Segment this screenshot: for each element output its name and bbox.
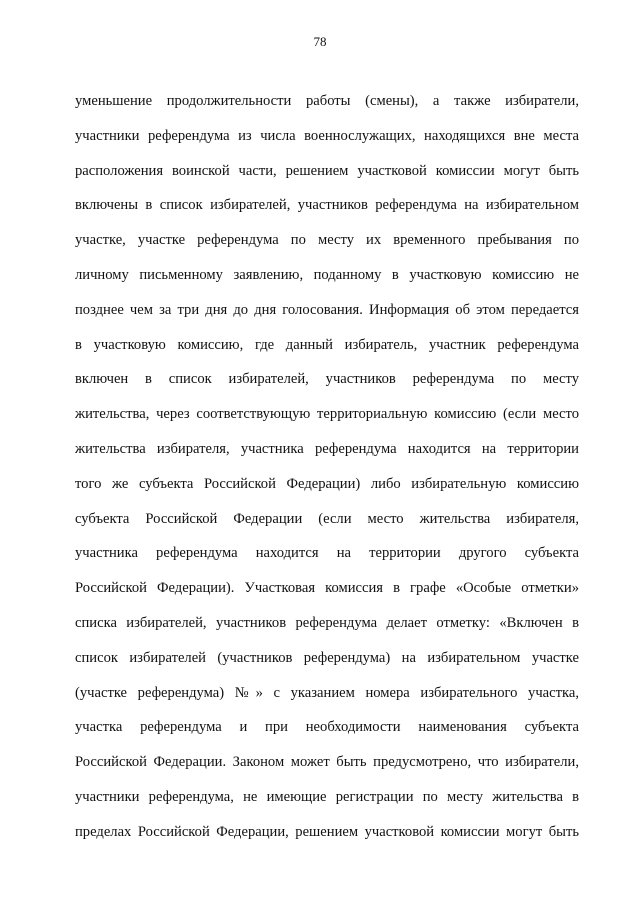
text-line: позднее чем за три дня до дня голосования. Информация об этом передается [75,301,579,318]
text-line: личному письменному заявлению, поданному в участковую комиссию не [75,266,579,283]
text-line: уменьшение продолжительности работы (смены), а также избиратели, [75,93,579,109]
text-line: расположения воинской части, решением участковой комиссии могут быть [75,162,579,179]
text-line: участника референдума находится на территории другого субъекта [75,545,579,562]
text-line: участники референдума из числа военнослужащих, находящихся вне места [75,127,579,144]
text-line: субъекта Российской Федерации (если место жительства избирателя, [75,510,579,527]
text-line: участка референдума и при необходимости наименования субъекта [75,719,579,736]
text-line: Российской Федерации. Законом может быть предусмотрено, что избиратели, [75,754,579,771]
text-line: список избирателей (участников референдума) на избирательном участке [75,649,579,666]
text-line: списка избирателей, участников референдума делает отметку: «Включен в [75,614,579,631]
text-line: того же субъекта Российской Федерации) либо избирательную комиссию [75,475,579,492]
text-line: Российской Федерации). Участковая комиссия в графе «Особые отметки» [75,580,579,597]
text-line: включены в список избирателей, участников референдума на избирательном [75,197,579,214]
text-line: в участковую комиссию, где данный избиратель, участник референдума [75,336,579,353]
text-line: пределах Российской Федерации, решением участковой комиссии могут быть [75,823,579,840]
text-line: участники референдума, не имеющие регистрации по месту жительства в [75,788,579,805]
text-line: участке, участке референдума по месту их временного пребывания по [75,232,579,249]
text-line: жительства избирателя, участника референдума находится на территории [75,440,579,457]
text-line: (участке референдума) №» с указанием номера избирательного участка, [75,684,579,701]
text-line: жительства, через соответствующую территориальную комиссию (если место [75,406,579,423]
document-body [75,92,579,858]
page-number: 78 [313,34,327,49]
text-line: включен в список избирателей, участников референдума по месту [75,371,579,388]
